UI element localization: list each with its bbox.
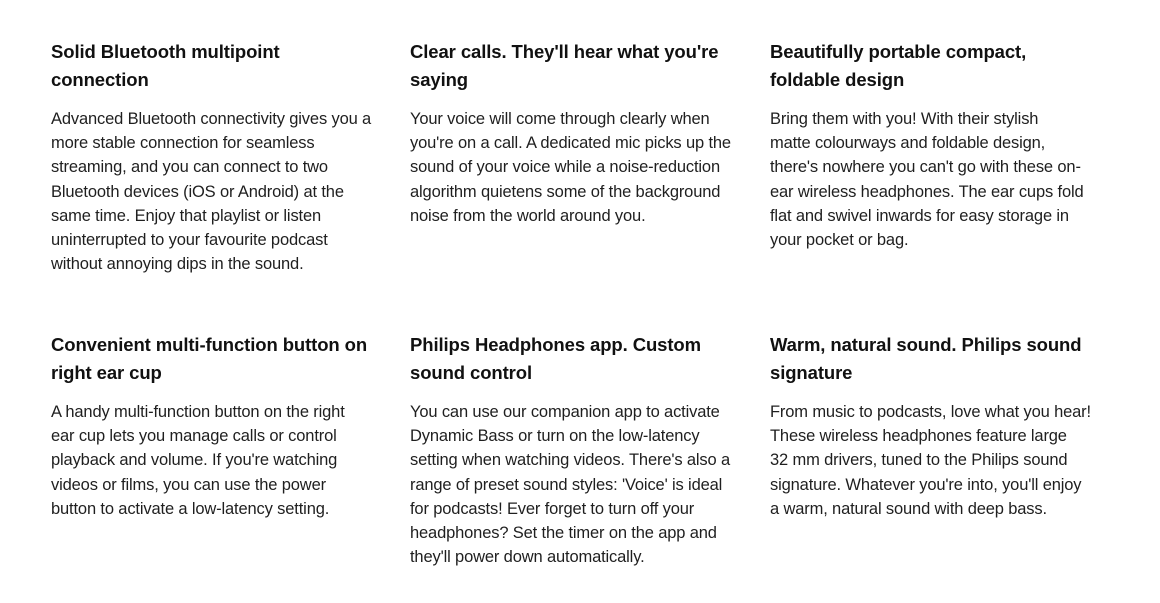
feature-description: Bring them with you! With their stylish matte colourways and foldable design, there's nowhere you can't go with these on- ear wireless headphones. The ear cups fold flat and swivel inwards for easy storage in your pocket or bag. xyxy=(770,110,1084,250)
feature-description: Advanced Bluetooth connectivity gives you a more stable connection for seamless streaming, and you can connect to two Bluetooth devices (iOS or Android) at the same time. Enjoy that playlist or listen uninterrupted to your favourite podcast without annoying dips in the sound. xyxy=(51,110,372,274)
feature-multi-function-button xyxy=(51,331,391,521)
feature-title: Solid Bluetooth multipoint connection xyxy=(51,41,280,90)
feature-description: You can use our companion app to activate Dynamic Bass or turn on the low-latency setting when watching videos. There's also a range of preset sound styles: 'Voice' is ideal for podcasts! Ever forget to turn off your headphones? Set the timer on the app and they'll power down automatically. xyxy=(410,403,731,567)
feature-title: Beautifully portable compact, foldable design xyxy=(770,41,1027,90)
feature-title: Philips Headphones app. Custom sound control xyxy=(410,334,701,383)
feature-title: Convenient multi-function button on right ear cup xyxy=(51,334,368,383)
feature-portable-design xyxy=(770,38,1110,252)
feature-multipoint xyxy=(51,38,391,276)
feature-description: Your voice will come through clearly when you're on a call. A dedicated mic picks up the sound of your voice while a noise-reduction algorithm quietens some of the background noise from the world around you. xyxy=(410,110,731,225)
feature-title: Warm, natural sound. Philips sound signature xyxy=(770,334,1082,383)
feature-headphones-app xyxy=(410,331,750,569)
feature-description: From music to podcasts, love what you hear! These wireless headphones feature large 32 mm drivers, tuned to the Philips sound signature. Whatever you're into, you'll enjoy a warm, natural sound with deep bass. xyxy=(770,403,1091,518)
feature-description: A handy multi-function button on the right ear cup lets you manage calls or control playback and volume. If you're watching videos or films, you can use the power button to activate a low-latency setting. xyxy=(51,403,345,518)
feature-clear-calls xyxy=(410,38,750,228)
feature-natural-sound xyxy=(770,331,1110,521)
feature-title: Clear calls. They'll hear what you're saying xyxy=(410,41,719,90)
